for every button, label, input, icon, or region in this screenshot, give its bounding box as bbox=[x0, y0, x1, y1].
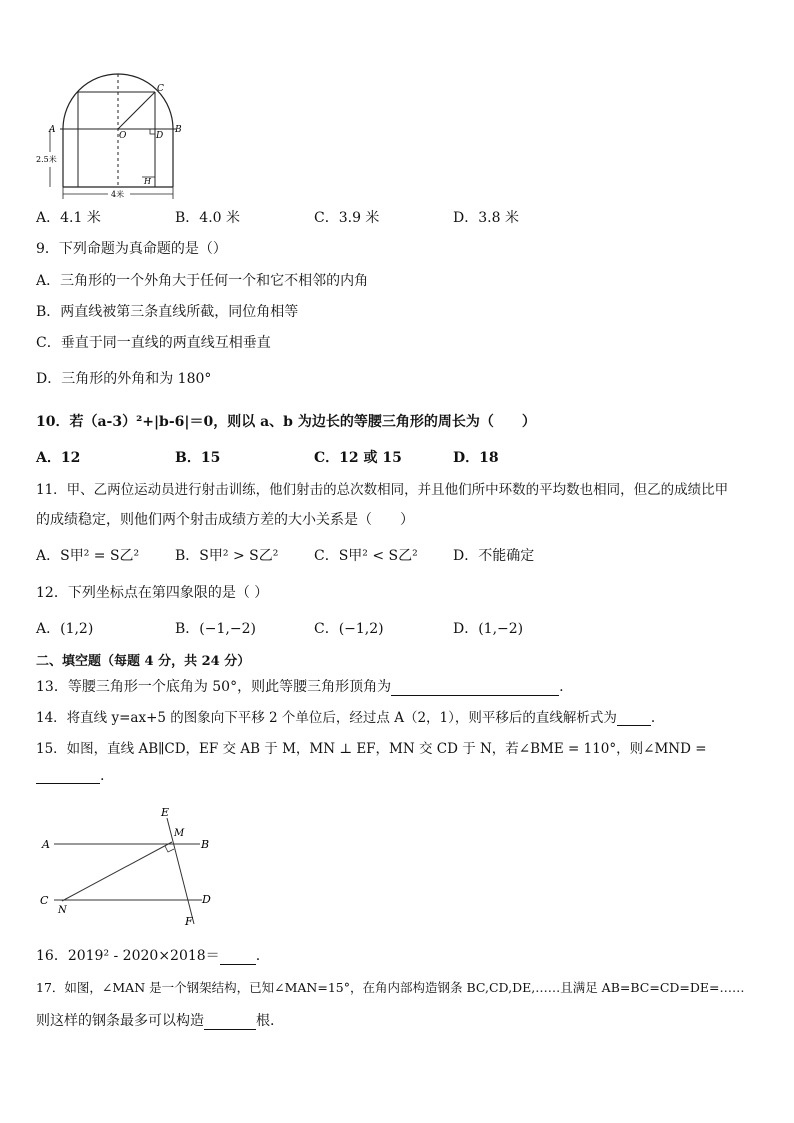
q17-text: 则这样的钢条最多可以构造 bbox=[36, 1013, 204, 1029]
q8-option-d: D．3.8 米 bbox=[453, 210, 519, 226]
q12-option-b: B．(−1,−2) bbox=[175, 621, 256, 637]
parallel-lines-figure bbox=[32, 800, 222, 930]
q15-blank[interactable] bbox=[36, 769, 100, 784]
q15-answer-line bbox=[36, 768, 104, 784]
q11-stem-line2: 的成绩稳定，则他们两个射击成绩方差的大小关系是（ ） bbox=[36, 512, 414, 528]
q16-text: 16．2019² - 2020×2018＝ bbox=[36, 948, 220, 964]
fig15-label-B: B bbox=[201, 838, 210, 851]
fig8-label-D: D bbox=[156, 131, 164, 141]
q12-stem: 12．下列坐标点在第四象限的是（ ） bbox=[36, 585, 269, 601]
fig8-label-O: O bbox=[119, 131, 127, 141]
q14-text: 14．将直线 y=ax+5 的图象向下平移 2 个单位后，经过点 A（2，1），则平移后的直线解析式为 bbox=[36, 710, 617, 726]
q12-option-c: C．(−1,2) bbox=[314, 621, 384, 637]
q9-option-b: B．两直线被第三条直线所截，同位角相等 bbox=[36, 304, 299, 320]
fig8-label-C: C bbox=[157, 84, 164, 94]
q11-option-d: D．不能确定 bbox=[453, 548, 535, 564]
fig8-dim-height: 2.5米 bbox=[36, 155, 57, 164]
q13-text: 13．等腰三角形一个底角为 50°，则此等腰三角形顶角为 bbox=[36, 679, 392, 695]
q10-option-b: B．15 bbox=[175, 450, 221, 466]
fig15-label-A: A bbox=[42, 838, 50, 851]
q17-line1: 17．如图，∠MAN 是一个钢架结构，已知∠MAN=15°，在角内部构造钢条 BC,CD,DE,……且满足 AB=BC=CD=DE=…… bbox=[36, 980, 745, 995]
q10-option-a: A．12 bbox=[36, 450, 81, 466]
q17-line2 bbox=[36, 1010, 274, 1030]
q9-stem: 9．下列命题为真命题的是（） bbox=[36, 241, 227, 257]
fig15-label-C: C bbox=[40, 894, 49, 907]
fig15-label-D: D bbox=[202, 893, 211, 906]
q16 bbox=[36, 945, 260, 965]
fig8-dim-width: 4米 bbox=[111, 190, 125, 199]
q15-text: 15．如图，直线 AB∥CD，EF 交 AB 于 M，MN ⊥ EF，MN 交 CD 于 N，若∠BME = 110°，则∠MND = bbox=[36, 741, 707, 757]
fig8-label-A: A bbox=[49, 125, 56, 135]
q16-blank[interactable] bbox=[220, 950, 256, 965]
q9-option-d: D．三角形的外角和为 180° bbox=[36, 371, 212, 387]
q11-stem-line1: 11．甲、乙两位运动员进行射击训练，他们射击的总次数相同，并且他们所中环数的平均数也相同，但乙的成绩比甲 bbox=[36, 482, 729, 498]
q8-option-a: A．4.1 米 bbox=[36, 210, 101, 226]
q13-tail: . bbox=[559, 679, 564, 695]
q15-tail: . bbox=[100, 768, 105, 784]
fig8-label-H: H bbox=[144, 177, 151, 186]
q14 bbox=[36, 706, 655, 726]
q9-option-c: C．垂直于同一直线的两直线互相垂直 bbox=[36, 335, 271, 351]
q9-option-a: A．三角形的一个外角大于任何一个和它不相邻的内角 bbox=[36, 273, 369, 289]
q13-blank[interactable] bbox=[391, 681, 559, 696]
fig15-label-M: M bbox=[174, 828, 185, 839]
fig15-label-F: F bbox=[185, 915, 193, 928]
q10-option-c: C．12 或 15 bbox=[314, 450, 402, 466]
fig8-label-B: B bbox=[175, 125, 182, 135]
q10-option-d: D．18 bbox=[453, 450, 499, 466]
fig15-label-N: N bbox=[58, 905, 67, 916]
q8-option-b: B．4.0 米 bbox=[175, 210, 241, 226]
q8-option-c: C．3.9 米 bbox=[314, 210, 380, 226]
tunnel-figure bbox=[30, 72, 190, 207]
q13 bbox=[36, 676, 564, 696]
fig15-label-E: E bbox=[161, 806, 170, 819]
section-title: 二、填空题（每题 4 分，共 24 分） bbox=[36, 654, 251, 669]
q12-option-a: A．(1,2) bbox=[36, 621, 94, 637]
q14-tail: . bbox=[650, 710, 656, 726]
q11-option-a: A．S甲² = S乙² bbox=[36, 548, 140, 564]
q16-tail: . bbox=[255, 948, 261, 964]
q11-option-b: B．S甲² > S乙² bbox=[175, 548, 279, 564]
q17-tail: 根. bbox=[256, 1013, 275, 1029]
q12-option-d: D．(1,−2) bbox=[453, 621, 524, 637]
q17-blank[interactable] bbox=[204, 1015, 256, 1030]
q10-stem: 10．若（a-3）²+|b-6|＝0，则以 a、b 为边长的等腰三角形的周长为（ ） bbox=[36, 414, 536, 430]
q11-option-c: C．S甲² < S乙² bbox=[314, 548, 418, 564]
q14-blank[interactable] bbox=[617, 711, 651, 726]
